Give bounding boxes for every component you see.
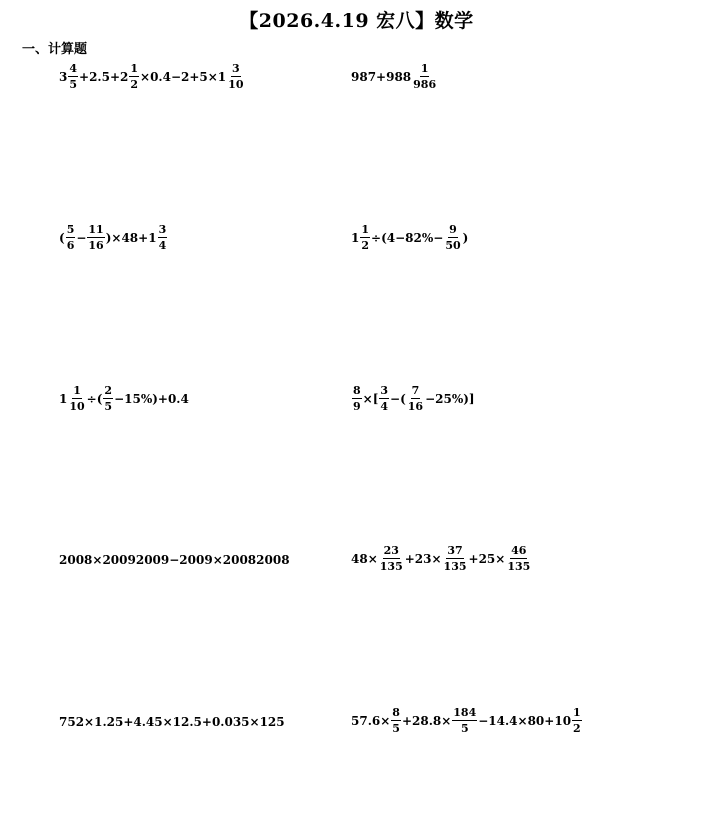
fraction-denominator: 5 xyxy=(460,722,469,735)
expr-text: ( xyxy=(59,230,65,245)
fraction xyxy=(506,545,531,572)
expr-text: −25%)] xyxy=(425,391,475,406)
expr-text: +28.8× xyxy=(401,713,452,728)
fraction xyxy=(103,385,113,412)
expr-text: −14.4×80+10 xyxy=(478,713,572,728)
fraction xyxy=(227,63,244,90)
expr-text: 3 xyxy=(59,69,68,84)
problem-6 xyxy=(351,385,475,412)
fraction xyxy=(129,63,139,90)
fraction-numerator: 1 xyxy=(73,384,81,397)
fraction-numerator: 8 xyxy=(353,384,361,397)
fraction xyxy=(66,224,76,251)
fraction-denominator: 9 xyxy=(353,400,361,413)
fraction xyxy=(443,545,468,572)
fraction-denominator: 2 xyxy=(361,239,370,252)
fraction xyxy=(87,224,104,251)
fraction xyxy=(379,385,389,412)
expr-text: +23× xyxy=(404,551,442,566)
problem-5 xyxy=(59,385,189,412)
expr-text: ×0.4−2+5×1 xyxy=(140,69,227,84)
fraction-numerator: 1 xyxy=(420,62,429,75)
fraction-numerator: 3 xyxy=(158,223,167,236)
fraction-denominator: 10 xyxy=(69,400,85,413)
fraction-denominator: 16 xyxy=(407,400,424,413)
fraction-denominator: 135 xyxy=(507,560,531,573)
expr-text: 987+988 xyxy=(351,69,412,84)
fraction-numerator: 1 xyxy=(130,62,139,75)
problem-10 xyxy=(351,707,583,734)
fraction xyxy=(158,224,168,251)
expr-text: +2.5+2 xyxy=(79,69,129,84)
expr-text: 1 xyxy=(351,230,360,245)
section-heading: 一、计算题 xyxy=(22,42,88,57)
fraction-numerator: 3 xyxy=(232,62,240,75)
fraction xyxy=(391,707,401,734)
fraction-numerator: 4 xyxy=(69,62,78,75)
fraction xyxy=(444,224,461,251)
fraction-denominator: 6 xyxy=(66,239,75,252)
expr-text: +25× xyxy=(468,551,506,566)
problem-9 xyxy=(59,715,285,729)
expr-text: − xyxy=(76,230,87,245)
fraction xyxy=(452,707,477,734)
fraction xyxy=(572,707,582,734)
fraction-numerator: 2 xyxy=(104,384,113,397)
fraction-denominator: 10 xyxy=(228,78,244,91)
fraction-denominator: 135 xyxy=(379,560,403,573)
fraction xyxy=(360,224,370,251)
fraction-numerator: 184 xyxy=(453,706,477,719)
fraction-denominator: 50 xyxy=(445,239,461,252)
fraction-numerator: 9 xyxy=(449,223,457,236)
fraction-numerator: 7 xyxy=(411,384,420,397)
fraction-denominator: 986 xyxy=(413,78,437,91)
fraction-numerator: 1 xyxy=(573,706,581,719)
fraction xyxy=(407,385,424,412)
expr-text: )×48+1 xyxy=(105,230,157,245)
expr-text: 48× xyxy=(351,551,378,566)
expr-text: ) xyxy=(462,230,469,245)
fraction xyxy=(412,63,437,90)
fraction-numerator: 5 xyxy=(66,223,75,236)
fraction xyxy=(379,545,404,572)
expr-text: ×[ xyxy=(362,391,379,406)
expr-text: 1 xyxy=(59,391,68,406)
fraction-denominator: 5 xyxy=(69,78,78,91)
fraction-numerator: 3 xyxy=(380,384,389,397)
fraction-denominator: 16 xyxy=(88,239,104,252)
expr-text: ÷(4−82%− xyxy=(371,230,444,245)
expr-text: −15%)+0.4 xyxy=(114,391,189,406)
problem-4 xyxy=(351,224,468,251)
page-title: 【2026.4.19 宏八】数学 xyxy=(239,10,474,32)
fraction-denominator: 5 xyxy=(392,722,400,735)
fraction-numerator: 8 xyxy=(392,706,400,719)
fraction-denominator: 4 xyxy=(158,239,167,252)
fraction xyxy=(68,385,85,412)
fraction-numerator: 11 xyxy=(88,223,104,236)
expr-text: −( xyxy=(390,391,406,406)
problem-3 xyxy=(59,224,168,251)
problem-2 xyxy=(351,63,438,90)
problem-7 xyxy=(59,553,290,567)
expr-text: 57.6× xyxy=(351,713,391,728)
fraction-denominator: 5 xyxy=(104,400,113,413)
fraction-denominator: 2 xyxy=(130,78,139,91)
fraction-numerator: 37 xyxy=(447,544,463,557)
expr-text: 2008×20092009−2009×20082008 xyxy=(59,553,290,567)
fraction-denominator: 2 xyxy=(573,722,581,735)
fraction-numerator: 46 xyxy=(511,544,527,557)
fraction-denominator: 135 xyxy=(443,560,467,573)
fraction xyxy=(352,385,362,412)
fraction xyxy=(68,63,78,90)
expr-text: 752×1.25+4.45×12.5+0.035×125 xyxy=(59,715,285,729)
fraction-numerator: 1 xyxy=(361,223,370,236)
problem-8 xyxy=(351,545,532,572)
fraction-denominator: 4 xyxy=(380,400,389,413)
fraction-numerator: 23 xyxy=(383,544,399,557)
expr-text: ÷( xyxy=(86,391,103,406)
problem-1 xyxy=(59,63,245,90)
